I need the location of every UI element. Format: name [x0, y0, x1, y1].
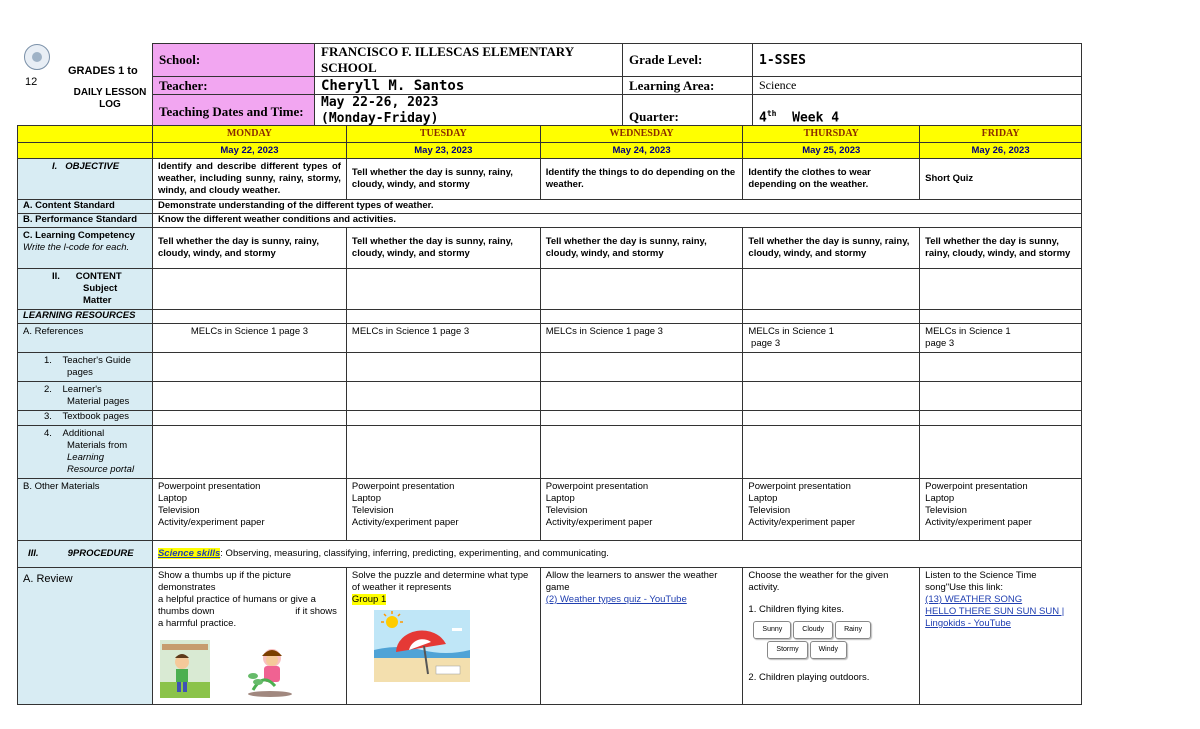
helpful-practice-picture — [158, 636, 334, 702]
grade-level-value: 1-SSES — [753, 44, 1082, 77]
learners-material-row — [18, 382, 1082, 411]
other-materials-friday — [920, 479, 1082, 541]
references-row — [18, 324, 1082, 353]
additional-materials-label: 4. Additional Materials from Learning Resource portal — [18, 426, 153, 479]
other-materials-item: Television — [748, 505, 791, 516]
science-skills-cell — [152, 541, 1081, 568]
date-thursday: May 25, 2023 — [743, 143, 920, 159]
performance-standard-label: B. Performance Standard — [18, 214, 153, 228]
learning-area-label: Learning Area: — [623, 77, 753, 95]
competency-monday: Tell whether the day is sunny, rainy, cloudy, windy, and stormy — [152, 228, 346, 269]
other-materials-item: Laptop — [351, 493, 381, 504]
lingokids-link[interactable]: Lingokids - YouTube — [925, 618, 1011, 629]
weather-song-link[interactable]: (13) WEATHER SONG — [925, 594, 1023, 605]
procedure-row — [18, 541, 1082, 568]
day-wednesday: WEDNESDAY — [540, 126, 743, 143]
date-friday: May 26, 2023 — [920, 143, 1082, 159]
content-standard-row — [18, 200, 1082, 214]
references-friday-line1: MELCs in Science 1 — [925, 326, 1011, 337]
choice-windy[interactable]: Windy — [810, 641, 847, 659]
objective-text: OBJECTIVE — [65, 161, 120, 172]
review-thursday: Choose the weather for the given activity. 1. Children flying kites. Sunny Cloudy Rainy Stormy Windy 2. Children playing outdoors. — [743, 568, 920, 705]
content-label-cell — [18, 269, 153, 310]
references-friday-line2: page 3 — [925, 338, 955, 349]
choice-rainy[interactable]: Rainy — [835, 621, 871, 639]
teaching-dates-line2: (Monday-Friday) — [321, 111, 439, 126]
lesson-plan-table — [17, 125, 1082, 705]
objective-row — [18, 159, 1082, 200]
date-wednesday: May 24, 2023 — [540, 143, 743, 159]
teaching-dates-value — [315, 95, 623, 128]
choice-stormy[interactable]: Stormy — [767, 641, 807, 659]
other-materials-label: B. Other Materials — [18, 479, 153, 541]
objective-monday: Identify and describe different types of weather, including sunny, rainy, stormy, windy, and cloudy weather. — [152, 159, 346, 200]
competency-wednesday: Tell whether the day is sunny, rainy, cloudy, windy, and stormy — [540, 228, 743, 269]
competency-row — [18, 228, 1082, 269]
grades-label: GRADES 1 to — [68, 65, 138, 77]
day-header-row — [18, 126, 1082, 143]
weather-quiz-link[interactable]: (2) Weather types quiz - YouTube — [545, 594, 687, 605]
procedure-label: III. 9PROCEDURE — [18, 541, 153, 568]
other-materials-item: Powerpoint presentation — [157, 481, 261, 492]
other-materials-item: Powerpoint presentation — [545, 481, 649, 492]
performance-standard-row — [18, 214, 1082, 228]
references-wednesday: MELCs in Science 1 page 3 — [540, 324, 743, 353]
teachers-guide-row — [18, 353, 1082, 382]
additional-materials-row — [18, 426, 1082, 479]
content-standard-value: Demonstrate understanding of the different types of weather. — [152, 200, 1081, 214]
other-materials-item: Activity/experiment paper — [351, 517, 459, 528]
quarter-suffix: th — [766, 108, 777, 118]
day-monday: MONDAY — [152, 126, 346, 143]
objective-friday: Short Quiz — [920, 159, 1082, 200]
competency-label: C. Learning Competency — [23, 230, 135, 241]
review-row — [18, 568, 1082, 705]
other-materials-item: Television — [351, 505, 394, 516]
competency-thursday: Tell whether the day is sunny, rainy, cloudy, windy, and stormy — [743, 228, 920, 269]
learning-resources-row — [18, 310, 1082, 324]
content-line2: Subject — [83, 283, 118, 294]
day-tuesday: TUESDAY — [346, 126, 540, 143]
other-materials-item: Powerpoint presentation — [748, 481, 851, 492]
other-materials-item: Activity/experiment paper — [748, 517, 856, 528]
other-materials-item: Television — [157, 505, 200, 516]
textbook-label: 3. Textbook pages — [18, 411, 153, 426]
other-materials-tuesday — [346, 479, 540, 541]
day-thursday: THURSDAY — [743, 126, 920, 143]
review-tuesday: Solve the puzzle and determine what type of weather it represents Group 1 — [346, 568, 540, 705]
competency-sublabel: Write the l-code for each. — [23, 242, 130, 253]
teaching-dates-line1: May 22-26, 2023 — [321, 95, 439, 110]
daily-lesson-log-title: DAILY LESSON LOG — [73, 87, 147, 110]
content-standard-label: A. Content Standard — [18, 200, 153, 214]
other-materials-item: Laptop — [545, 493, 575, 504]
hello-there-sun-link[interactable]: HELLO THERE SUN SUN SUN | — [925, 606, 1065, 617]
quarter-value — [753, 95, 1082, 128]
review-monday: Show a thumbs up if the picture demonstrates a helpful practice of humans or give a thumbs down if it shows a harmful practice. — [152, 568, 346, 705]
other-materials-item: Powerpoint presentation — [925, 481, 1028, 492]
references-thursday-line1: MELCs in Science 1 — [748, 326, 834, 337]
school-value: FRANCISCO F. ILLESCAS ELEMENTARY SCHOOL — [315, 44, 623, 77]
other-materials-monday — [152, 479, 346, 541]
other-materials-item: Laptop — [157, 493, 188, 504]
other-materials-item: Laptop — [748, 493, 778, 504]
teachers-guide-label: 1. Teacher's Guide pages — [18, 353, 153, 382]
date-monday: May 22, 2023 — [152, 143, 346, 159]
content-line1: CONTENT — [75, 271, 122, 282]
objective-wednesday: Identify the things to do depending on the weather. — [540, 159, 743, 200]
deped-seal-logo — [24, 44, 50, 70]
competency-tuesday: Tell whether the day is sunny, rainy, cloudy, windy, and stormy — [346, 228, 540, 269]
other-materials-item: Television — [925, 505, 967, 516]
other-materials-item: Laptop — [925, 493, 955, 504]
review-wednesday: Allow the learners to answer the weather game (2) Weather types quiz - YouTube — [540, 568, 743, 705]
performance-standard-value: Know the different weather conditions and activities. — [152, 214, 1081, 228]
review-friday: Listen to the Science Time song"Use this link: (13) WEATHER SONG HELLO THERE SUN SUN SUN | Lingokids - YouTube — [920, 568, 1082, 705]
date-tuesday: May 23, 2023 — [346, 143, 540, 159]
science-skills-text: : Observing, measuring, classifying, inferring, predicting, experimenting, and communicating. — [220, 548, 609, 559]
logo-number: 12 — [25, 76, 38, 88]
header-table — [152, 43, 1082, 128]
objective-label — [18, 159, 153, 200]
references-tuesday: MELCs in Science 1 page 3 — [346, 324, 540, 353]
references-thursday — [743, 324, 920, 353]
content-num: II. — [52, 271, 60, 282]
learning-resources-label: LEARNING RESOURCES — [18, 310, 153, 324]
teacher-value: Cheryll M. Santos — [315, 77, 623, 95]
content-line3: Matter — [83, 295, 112, 306]
content-row — [18, 269, 1082, 310]
quarter-week: Week 4 — [792, 110, 840, 125]
textbook-row — [18, 411, 1082, 426]
weather-choices — [752, 620, 914, 660]
references-friday — [920, 324, 1082, 353]
choice-cloudy[interactable]: Cloudy — [793, 621, 833, 639]
school-label: School: — [153, 44, 315, 77]
references-monday: MELCs in Science 1 page 3 — [152, 324, 346, 353]
teaching-dates-label: Teaching Dates and Time: — [153, 95, 315, 128]
references-label: A. References — [18, 324, 153, 353]
other-materials-item: Activity/experiment paper — [157, 517, 265, 528]
day-friday: FRIDAY — [920, 126, 1082, 143]
objective-tuesday: Tell whether the day is sunny, rainy, cloudy, windy, and stormy — [346, 159, 540, 200]
beach-umbrella-puzzle-picture — [374, 610, 470, 686]
other-materials-item: Activity/experiment paper — [545, 517, 653, 528]
other-materials-item: Television — [545, 505, 588, 516]
date-row — [18, 143, 1082, 159]
choice-sunny[interactable]: Sunny — [753, 621, 791, 639]
quarter-label: Quarter: — [623, 95, 753, 128]
review-label: A. Review — [18, 568, 153, 705]
references-thursday-line2: page 3 — [748, 338, 781, 349]
objective-thursday: Identify the clothes to wear depending on the weather. — [743, 159, 920, 200]
science-skills-label: Science skills — [157, 548, 221, 559]
competency-friday: Tell whether the day is sunny, rainy, cloudy, windy, and stormy — [920, 228, 1082, 269]
other-materials-item: Activity/experiment paper — [925, 517, 1032, 528]
grade-level-label: Grade Level: — [623, 44, 753, 77]
quarter-number: 4 — [759, 110, 767, 125]
other-materials-item: Powerpoint presentation — [351, 481, 455, 492]
group-1-label: Group 1 — [351, 594, 387, 605]
other-materials-thursday — [743, 479, 920, 541]
teacher-label: Teacher: — [153, 77, 315, 95]
other-materials-wednesday — [540, 479, 743, 541]
objective-num: I. — [52, 161, 58, 172]
competency-label-cell — [18, 228, 153, 269]
learning-area-value: Science — [753, 77, 1082, 95]
learners-material-label: 2. Learner's Material pages — [18, 382, 153, 411]
other-materials-row — [18, 479, 1082, 541]
